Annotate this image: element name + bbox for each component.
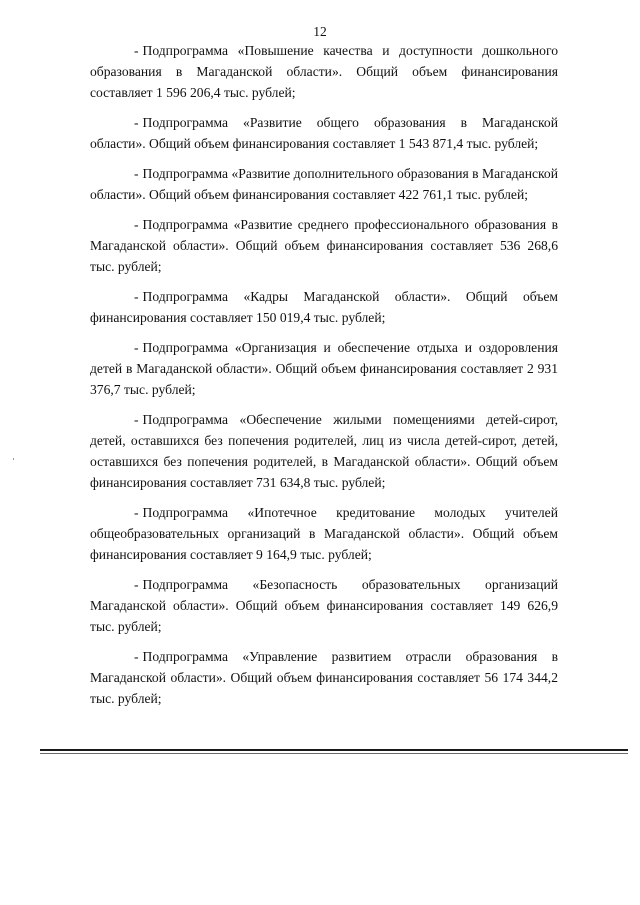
subprogram-item: [90, 112, 558, 154]
item-text: Подпрограмма «Ипотечное кредитование молодых учителей общеобразовательных организаций в Магаданской области». Общий объем финансирования составляет 9 164,9 тыс. рублей;: [90, 505, 558, 562]
item-dash: -: [134, 115, 139, 130]
item-text: Подпрограмма «Обеспечение жилыми помещениями детей-сирот, детей, оставшихся без попечения родителей, лиц из числа детей-сирот, детей, оставшихся без попечения родителей, в Магаданской области». Общий объем финансирования составляет 731 634,8 тыс. рублей;: [90, 412, 558, 490]
item-dash: -: [134, 649, 139, 664]
subprogram-item: [90, 214, 558, 277]
item-dash: -: [134, 289, 139, 304]
item-dash: -: [134, 412, 139, 427]
subprogram-item: [90, 502, 558, 565]
item-dash: -: [134, 166, 139, 181]
page-number: 12: [313, 24, 327, 39]
subprogram-item: [90, 163, 558, 205]
item-text: Подпрограмма «Развитие общего образования в Магаданской области». Общий объем финансирования составляет 1 543 871,4 тыс. рублей;: [90, 115, 558, 151]
item-dash: -: [134, 43, 139, 58]
item-dash: -: [134, 340, 139, 355]
document-body: [90, 40, 558, 718]
item-text: Подпрограмма «Управление развитием отрасли образования в Магаданской области». Общий объем финансирования составляет 56 174 344,2 тыс. рублей;: [90, 649, 558, 706]
footer-rule-thick: [40, 749, 628, 751]
subprogram-item: [90, 409, 558, 493]
subprogram-item: [90, 337, 558, 400]
item-text: Подпрограмма «Развитие дополнительного образования в Магаданской области». Общий объем финансирования составляет 422 761,1 тыс. рублей;: [90, 166, 558, 202]
item-text: Подпрограмма «Повышение качества и доступности дошкольного образования в Магаданской области». Общий объем финансирования составляет 1 596 206,4 тыс. рублей;: [90, 43, 558, 100]
item-text: Подпрограмма «Развитие среднего профессионального образования в Магаданской области». Общий объем финансирования составляет 536 268,6 тыс. рублей;: [90, 217, 558, 274]
item-text: Подпрограмма «Безопасность образовательных организаций Магаданской области». Общий объем финансирования составляет 149 626,9 тыс. рублей;: [90, 577, 558, 634]
scan-speck: [13, 458, 14, 460]
item-dash: -: [134, 505, 139, 520]
item-dash: -: [134, 217, 139, 232]
item-dash: -: [134, 577, 139, 592]
subprogram-item: [90, 646, 558, 709]
subprogram-item: [90, 574, 558, 637]
item-text: Подпрограмма «Организация и обеспечение отдыха и оздоровления детей в Магаданской области». Общий объем финансирования составляет 2 931 376,7 тыс. рублей;: [90, 340, 558, 397]
subprogram-item: [90, 286, 558, 328]
subprogram-item: [90, 40, 558, 103]
footer-rule-thin: [40, 753, 628, 754]
item-text: Подпрограмма «Кадры Магаданской области». Общий объем финансирования составляет 150 019,4 тыс. рублей;: [90, 289, 558, 325]
